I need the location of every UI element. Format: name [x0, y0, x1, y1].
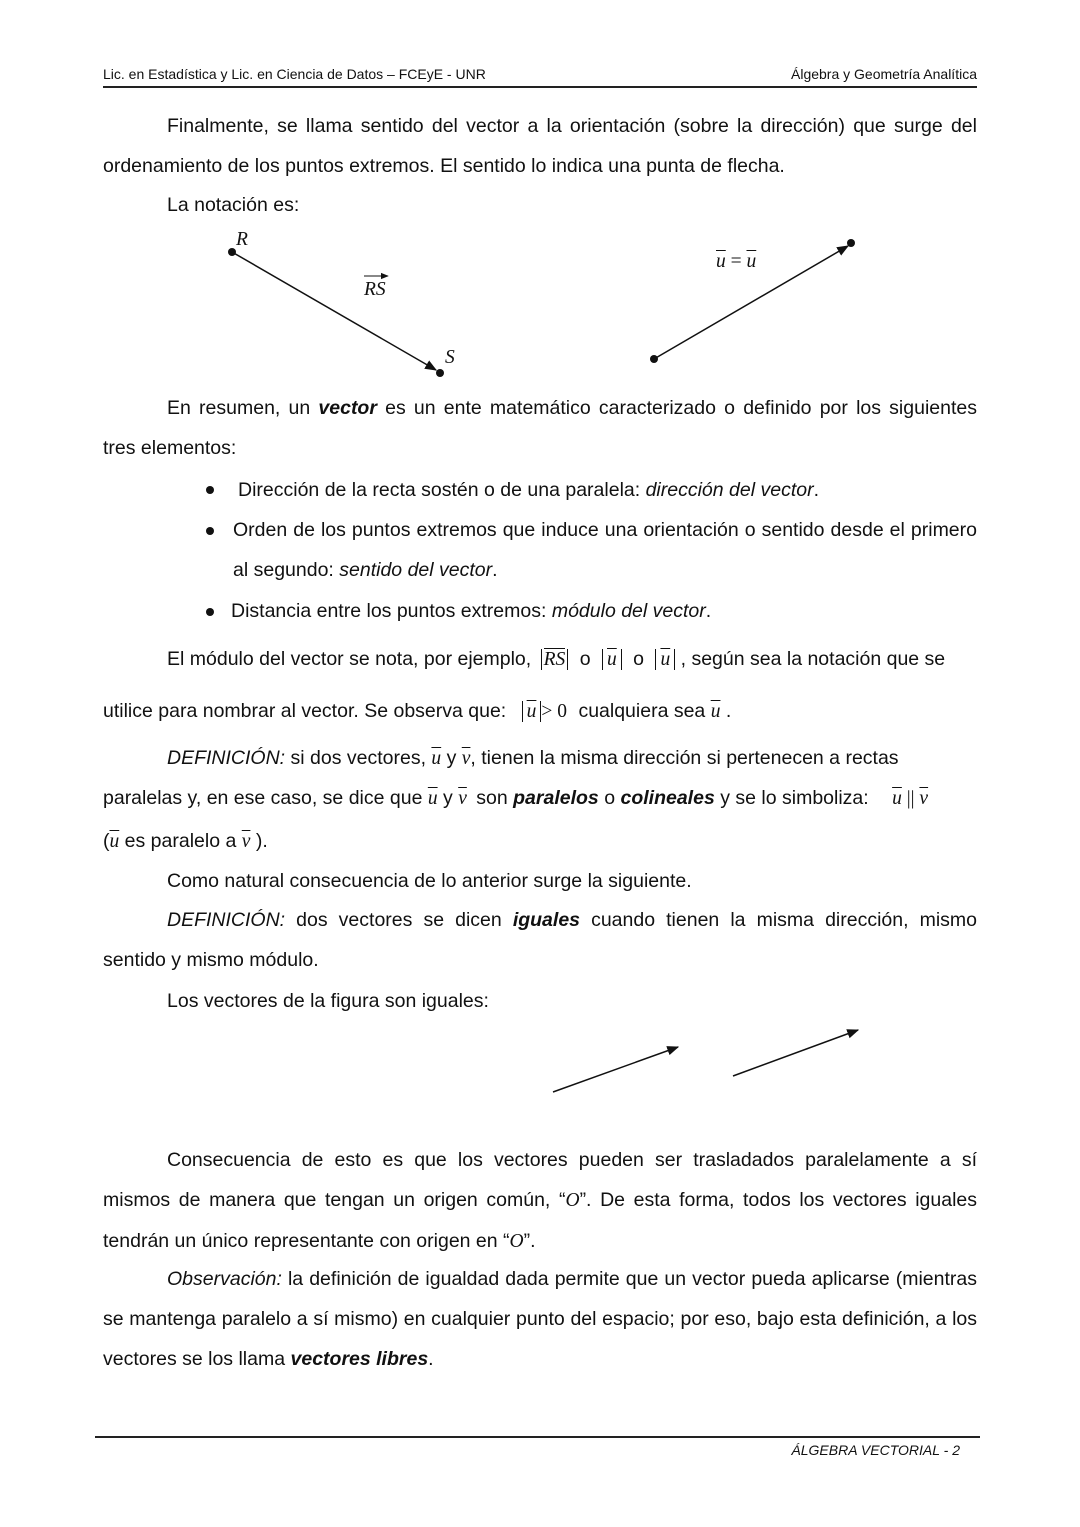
- definition-parallel-line-3: ($\overline{u}$ es paralelo a $\overline{v}$ ).: [103, 830, 268, 852]
- page-footer: [95, 1436, 980, 1458]
- paragraph-sentido: Finalmente, se llama sentido del vector a la orientación (sobre la dirección) que surge del ordenamiento de los puntos extremos. El sentido lo indica una punta de flecha.: [103, 115, 977, 177]
- definition-parallel-line-2: paralelas y, en ese caso, se dice que $\overline{u}$ y $\overline{v}$ son paralelos o colineales y se lo simboliza: $\overline{u}$ || $\overline{v}$: [103, 787, 929, 809]
- natural-consequence: Como natural consecuencia de lo anterior surge la siguiente.: [167, 870, 692, 892]
- paragraph-consequence: Consecuencia de esto es que los vectores pueden ser trasladados paralelamente a sí mismos de manera que tengan un origen común, “O”. De esta forma, todos los vectores iguales tendrán un único representante con origen en “O”.: [103, 1149, 977, 1252]
- footer-text: ÁLGEBRA VECTORIAL - 2: [791, 1442, 960, 1458]
- paragraph-summary: En resumen, un vector es un ente matemático caracterizado o definido por los siguientes tres elementos:: [103, 397, 977, 459]
- equal-vectors-intro: Los vectores de la figura son iguales:: [167, 990, 489, 1012]
- list-item: Orden de los puntos extremos que induce una orientación o sentido desde el primero al segundo: sentido del vector.: [233, 519, 977, 581]
- label-s: S: [445, 347, 455, 368]
- label-u-eq: $\overline{u} = \overline{u}$: [716, 251, 757, 272]
- label-r: R: [236, 229, 248, 250]
- header-left: Lic. en Estadística y Lic. en Ciencia de Datos – FCEyE - UNR: [103, 66, 486, 82]
- paragraph-observation: Observación: la definición de igualdad dada permite que un vector pueda aplicarse (mientras se mantenga paralelo a sí mismo) en cualquier punto del espacio; por eso, bajo esta definición, a los vectores se los llama vectores libres.: [103, 1268, 977, 1370]
- list-item: Distancia entre los puntos extremos: módulo del vector.: [231, 600, 712, 622]
- label-rs: RS: [364, 279, 386, 300]
- notation-intro: La notación es:: [167, 194, 300, 216]
- list-item: Dirección de la recta sostén o de una paralela: dirección del vector.: [238, 479, 819, 501]
- modulus-line-1: El módulo del vector se nota, por ejemplo, RS o $\overline{u}$ o $\overline{u}$ , según sea la notación que se: [167, 648, 946, 670]
- definition-parallel-line-1: DEFINICIÓN: si dos vectores, $\overline{u}$ y $\overline{v}$, tienen la misma dirección si pertenecen a rectas: [167, 747, 899, 769]
- equal-vector-1: [553, 1047, 678, 1092]
- header-right: Álgebra y Geometría Analítica: [791, 66, 977, 82]
- modulus-line-2: utilice para nombrar al vector. Se observa que: $\overline{u} > 0$ cualquiera sea $\overline{u}$ .: [103, 700, 732, 722]
- equal-vector-2: [733, 1030, 858, 1076]
- definition-equal: DEFINICIÓN: dos vectores se dicen iguales cuando tienen la misma dirección, mismo sentido y mismo módulo.: [103, 909, 978, 971]
